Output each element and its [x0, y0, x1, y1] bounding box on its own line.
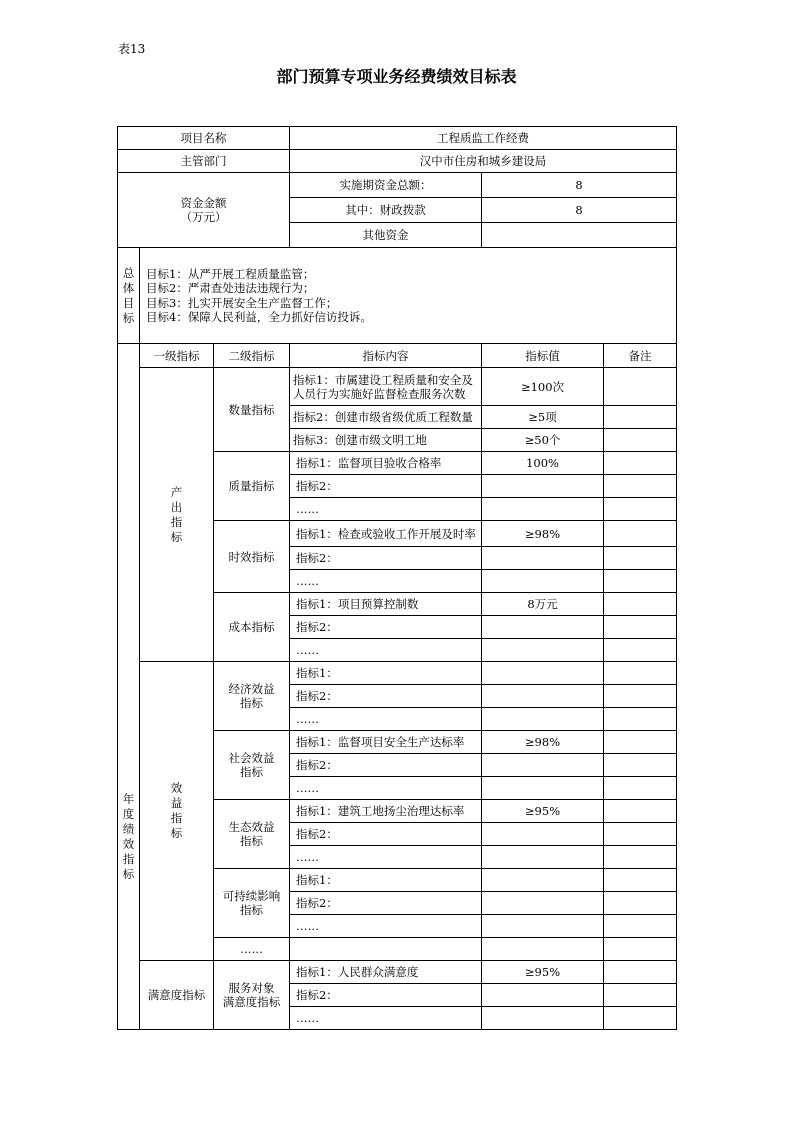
- fiscal-fund-value: 8: [482, 198, 677, 223]
- table-row-value: [482, 547, 604, 570]
- table-row-note: [604, 938, 677, 961]
- fund-label-line2: （万元）: [180, 210, 227, 224]
- output-indicators-label: 产 出 指 标: [140, 368, 214, 662]
- table-row-note: [604, 915, 677, 938]
- table-row-value: [482, 892, 604, 915]
- table-row-note: [604, 777, 677, 800]
- table-row-content: 指标1：人民群众满意度: [290, 961, 482, 984]
- table-row-value: ≥5项: [482, 406, 604, 429]
- fiscal-fund-label: 其中：财政拨款: [290, 198, 482, 223]
- overall-goals: [140, 248, 677, 344]
- fund-label: [118, 173, 290, 248]
- table-row-note: [604, 368, 677, 406]
- table-row-value: ≥100次: [482, 368, 604, 406]
- table-row-value: [482, 570, 604, 593]
- table-row-note: [604, 521, 677, 547]
- goal-item: 目标4：保障人民利益，全力抓好信访投诉。: [146, 310, 372, 324]
- table-row-note: [604, 846, 677, 869]
- table-row-content: 指标2：: [290, 754, 482, 777]
- table-row-content: 指标1：建筑工地扬尘治理达标率: [290, 800, 482, 823]
- table-row-content: [290, 938, 482, 961]
- table-row-note: [604, 731, 677, 754]
- quality-indicator-label: 质量指标: [214, 452, 290, 521]
- table-row-value: ≥50个: [482, 429, 604, 452]
- table-row-value: [482, 1007, 604, 1030]
- table-row-content: 指标1：: [290, 662, 482, 685]
- table-number: 表13: [118, 42, 146, 56]
- other-fund-value: [482, 223, 677, 248]
- table-row-note: [604, 593, 677, 616]
- goal-item: 目标1：从严开展工程质量监管；: [146, 266, 315, 281]
- table-row-content: 指标2：: [290, 475, 482, 498]
- table-row-content: 指标1：项目预算控制数: [290, 593, 482, 616]
- table-row-note: [604, 800, 677, 823]
- table-row-content: 指标2：: [290, 547, 482, 570]
- table-row-value: [482, 708, 604, 731]
- table-row-content: ……: [290, 1007, 482, 1030]
- header-note: 备注: [604, 344, 677, 368]
- table-row-content: 指标1：监督项目安全生产达标率: [290, 731, 482, 754]
- table-row-note: [604, 547, 677, 570]
- table-row-note: [604, 452, 677, 475]
- satisfaction-indicators-label: 满意度指标: [140, 961, 214, 1030]
- table-row-content: ……: [290, 846, 482, 869]
- table-row-content: ……: [290, 915, 482, 938]
- table-row-content: 指标1：市属建设工程质量和安全及人员行为实施好监督检查服务次数: [290, 368, 482, 406]
- table-row-content: ……: [290, 570, 482, 593]
- dept-value: 汉中市住房和城乡建设局: [290, 150, 677, 173]
- table-row-note: [604, 662, 677, 685]
- table-row-note: [604, 616, 677, 639]
- ecological-indicator-label: 生态效益 指标: [214, 800, 290, 869]
- annual-indicators-label: 年 度 绩 效 指 标: [118, 344, 140, 1030]
- table-row-content: 指标1：检查或验收工作开展及时率: [290, 521, 482, 547]
- table-row-value: [482, 846, 604, 869]
- more-indicators: ……: [214, 938, 290, 961]
- social-indicator-label: 社会效益 指标: [214, 731, 290, 800]
- table-row-value: [482, 823, 604, 846]
- table-row-content: 指标2：: [290, 823, 482, 846]
- table-row-content: 指标2：: [290, 685, 482, 708]
- table-row-value: [482, 639, 604, 662]
- table-row-content: ……: [290, 498, 482, 521]
- table-row-value: [482, 475, 604, 498]
- table-row-value: [482, 915, 604, 938]
- table-row-content: 指标2：: [290, 984, 482, 1007]
- table-row-note: [604, 429, 677, 452]
- timeliness-indicator-label: 时效指标: [214, 521, 290, 593]
- table-row-content: 指标2：创建市级省级优质工程数量: [290, 406, 482, 429]
- header-level2: 二级指标: [214, 344, 290, 368]
- table-row-value: [482, 685, 604, 708]
- table-row-content: 指标2：: [290, 892, 482, 915]
- table-row-value: [482, 662, 604, 685]
- table-row-value: [482, 616, 604, 639]
- table-row-value: 100%: [482, 452, 604, 475]
- table-row-content: ……: [290, 708, 482, 731]
- header-value: 指标值: [482, 344, 604, 368]
- table-row-value: [482, 869, 604, 892]
- table-row-content: 指标2：: [290, 616, 482, 639]
- table-row-content: ……: [290, 639, 482, 662]
- table-row-content: 指标3：创建市级文明工地: [290, 429, 482, 452]
- benefit-indicators-label: 效 益 指 标: [140, 662, 214, 961]
- table-row-note: [604, 892, 677, 915]
- table-row-note: [604, 475, 677, 498]
- table-row-value: ≥98%: [482, 521, 604, 547]
- goal-item: 目标3：扎实开展安全生产监督工作；: [146, 295, 338, 310]
- dept-label: 主管部门: [118, 150, 290, 173]
- header-content: 指标内容: [290, 344, 482, 368]
- table-row-note: [604, 869, 677, 892]
- sustainable-indicator-label: 可持续影响 指标: [214, 869, 290, 938]
- project-name-label: 项目名称: [118, 127, 290, 150]
- table-row-value: [482, 777, 604, 800]
- table-row-value: [482, 984, 604, 1007]
- table-row-content: ……: [290, 777, 482, 800]
- goal-item: 目标2：严肃查处违法违规行为；: [146, 281, 315, 295]
- table-row-note: [604, 406, 677, 429]
- table-row-note: [604, 639, 677, 662]
- performance-table: [117, 126, 677, 1030]
- total-fund-value: 8: [482, 173, 677, 198]
- table-row-value: [482, 754, 604, 777]
- fund-label-line1: 资金金额: [180, 196, 227, 210]
- table-row-note: [604, 1007, 677, 1030]
- cost-indicator-label: 成本指标: [214, 593, 290, 662]
- table-row-note: [604, 823, 677, 846]
- table-row-note: [604, 754, 677, 777]
- quantity-indicator-label: 数量指标: [214, 368, 290, 452]
- table-row-note: [604, 708, 677, 731]
- table-row-value: ≥95%: [482, 961, 604, 984]
- service-satisfaction-label: 服务对象 满意度指标: [214, 961, 290, 1030]
- table-row-content: 指标1：: [290, 869, 482, 892]
- table-row-note: [604, 685, 677, 708]
- table-row-value: [482, 498, 604, 521]
- table-row-note: [604, 984, 677, 1007]
- total-fund-label: 实施期资金总额：: [290, 173, 482, 198]
- table-row-content: 指标1：监督项目验收合格率: [290, 452, 482, 475]
- table-row-value: ≥95%: [482, 800, 604, 823]
- overall-goals-label: 总 体 目 标: [118, 248, 140, 344]
- economic-indicator-label: 经济效益 指标: [214, 662, 290, 731]
- project-name-value: 工程质监工作经费: [290, 127, 677, 150]
- table-row-note: [604, 570, 677, 593]
- page-title: 部门预算专项业务经费绩效目标表: [276, 67, 517, 86]
- other-fund-label: 其他资金: [290, 223, 482, 248]
- table-row-value: ≥98%: [482, 731, 604, 754]
- table-row-note: [604, 961, 677, 984]
- table-row-value: [482, 938, 604, 961]
- table-row-value: 8万元: [482, 593, 604, 616]
- header-level1: 一级指标: [140, 344, 214, 368]
- table-row-note: [604, 498, 677, 521]
